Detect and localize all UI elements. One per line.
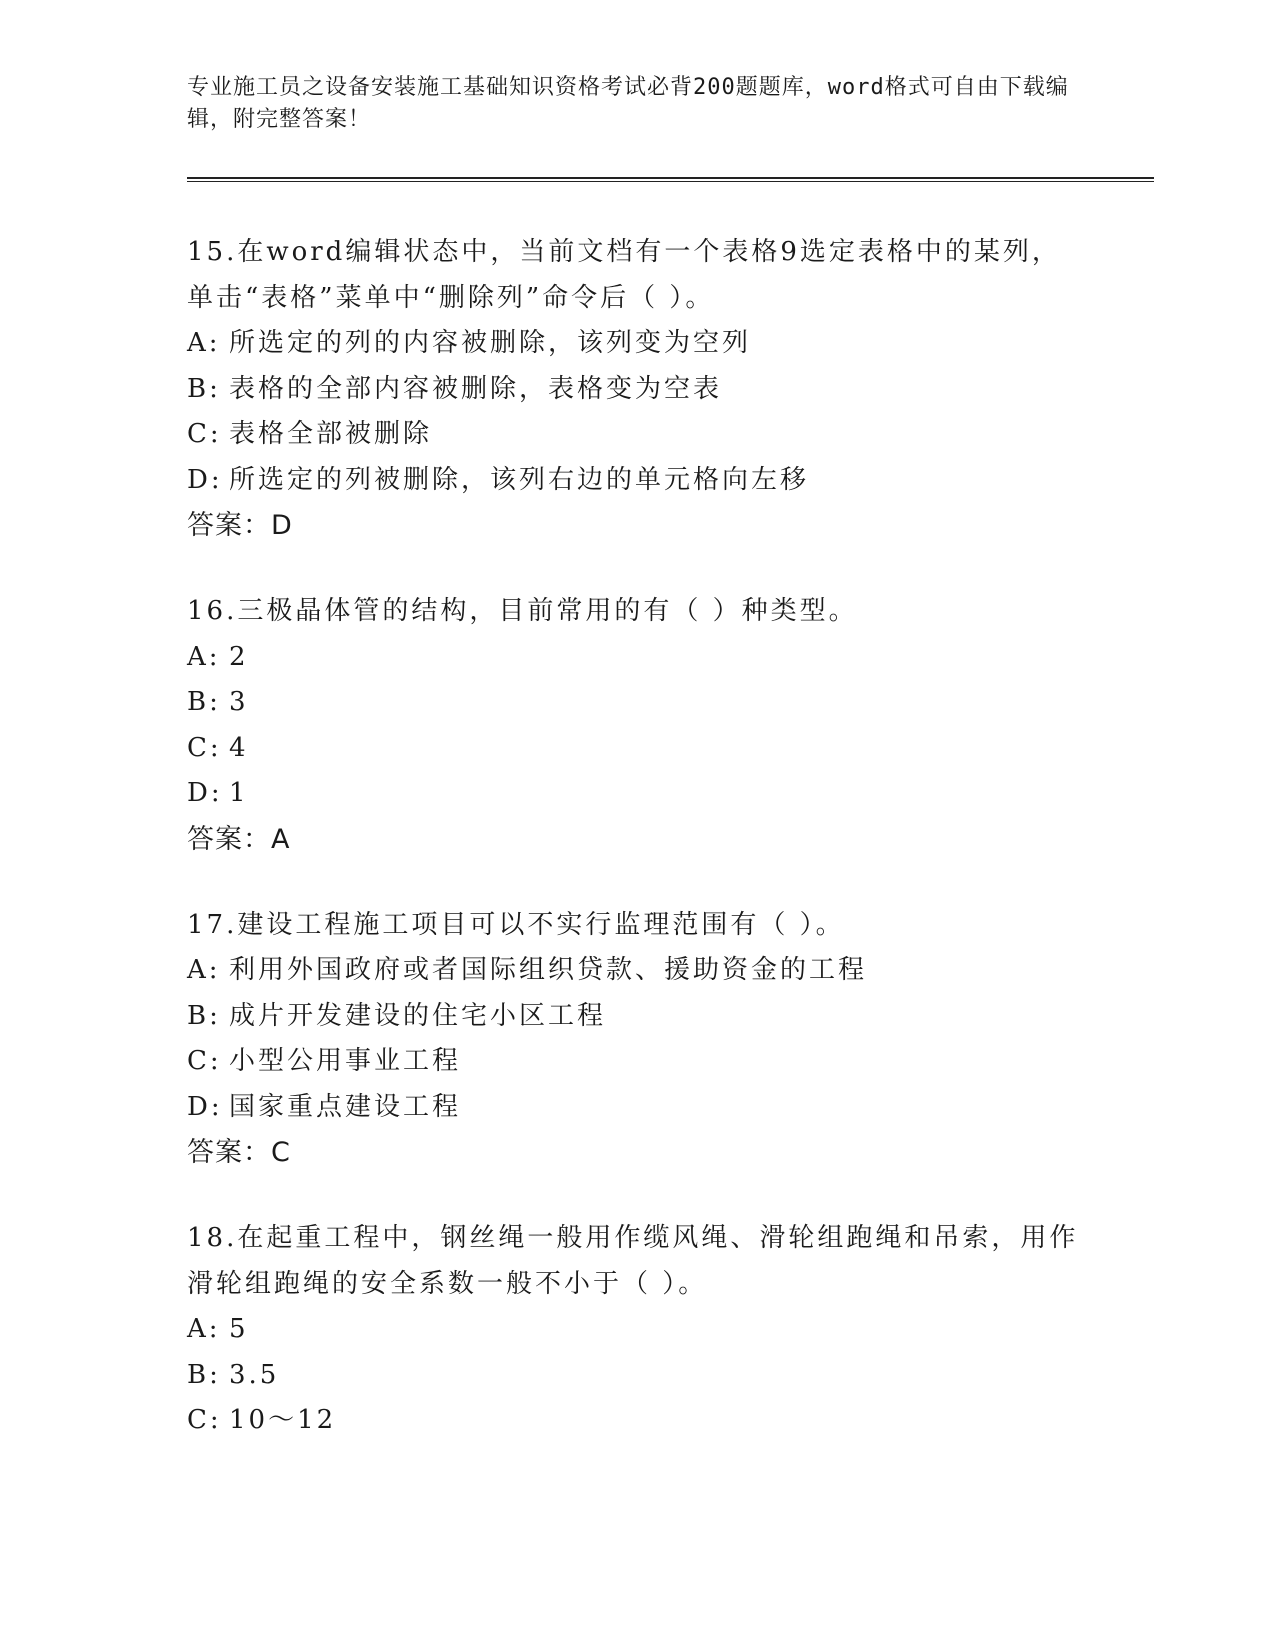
option-label: C: xyxy=(187,732,222,763)
option-d xyxy=(187,458,1087,504)
question-stem: 16.三极晶体管的结构，目前常用的有（ ）种类型。 xyxy=(187,596,858,626)
option-label: B: xyxy=(187,1359,221,1390)
option-label: C: xyxy=(187,1405,222,1435)
option-label: B: xyxy=(187,373,221,404)
option-text: 成片开发建设的住宅小区工程 xyxy=(229,1000,607,1031)
option-text: 表格的全部内容被删除，表格变为空表 xyxy=(229,373,723,404)
option-text: 利用外国政府或者国际组织贷款、援助资金的工程 xyxy=(229,955,868,985)
option-label: C: xyxy=(187,1046,222,1076)
question-15 xyxy=(187,230,1087,549)
question-stem: 18.在起重工程中，钢丝绳一般用作缆风绳、滑轮组跑绳和吊索，用作滑轮组跑绳的安全系数一般不小于（ ）。 xyxy=(187,1223,1079,1299)
option-text: 表格全部被删除 xyxy=(229,419,433,449)
option-c xyxy=(187,412,1087,458)
option-c xyxy=(187,726,1087,772)
option-label: C: xyxy=(187,419,222,449)
option-label: D: xyxy=(187,464,223,495)
option-a xyxy=(187,948,1087,994)
option-b xyxy=(187,680,1087,726)
option-text: 4 xyxy=(229,732,249,763)
question-stem: 17.建设工程施工项目可以不实行监理范围有（ ）。 xyxy=(187,909,845,940)
page-header: 专业施工员之设备安装施工基础知识资格考试必背200题题库，word格式可自由下载编辑，附完整答案！ xyxy=(187,75,1069,132)
option-text: 3 xyxy=(229,687,249,717)
option-label: D: xyxy=(187,778,223,808)
option-text: 5 xyxy=(229,1314,249,1344)
option-text: 国家重点建设工程 xyxy=(229,1091,462,1122)
option-a xyxy=(187,1307,1087,1353)
option-b xyxy=(187,994,1087,1040)
option-label: A: xyxy=(187,955,221,985)
option-label: B: xyxy=(187,1000,221,1031)
option-d xyxy=(187,771,1087,817)
option-c xyxy=(187,1039,1087,1085)
option-label: A: xyxy=(187,328,221,358)
option-label: A: xyxy=(187,641,221,672)
option-text: 小型公用事业工程 xyxy=(229,1046,462,1076)
question-17 xyxy=(187,903,1087,1177)
option-b xyxy=(187,1353,1087,1399)
option-label: A: xyxy=(187,1314,221,1344)
option-b xyxy=(187,367,1087,413)
option-label: B: xyxy=(187,687,221,717)
option-text: 2 xyxy=(229,641,249,672)
option-d xyxy=(187,1085,1087,1131)
option-text: 所选定的列被删除，该列右边的单元格向左移 xyxy=(229,464,810,495)
question-stem: 15.在word编辑状态中，当前文档有一个表格9选定表格中的某列，单击“表格”菜单中“删除列”命令后（ ）。 xyxy=(187,237,1061,313)
option-text: 1 xyxy=(229,778,249,808)
answer-line: 答案：C xyxy=(187,1137,291,1168)
question-18 xyxy=(187,1216,1087,1444)
option-a xyxy=(187,321,1087,367)
option-text: 10～12 xyxy=(229,1405,337,1435)
option-text: 3.5 xyxy=(229,1359,280,1390)
answer-line: 答案：A xyxy=(187,823,291,855)
answer-line: 答案：D xyxy=(187,510,293,541)
option-label: D: xyxy=(187,1091,223,1122)
option-a xyxy=(187,635,1087,681)
option-c xyxy=(187,1398,1087,1444)
question-16 xyxy=(187,589,1087,863)
question-list xyxy=(187,230,1087,1484)
header-divider xyxy=(187,177,1154,182)
option-text: 所选定的列的内容被删除，该列变为空列 xyxy=(229,328,752,358)
